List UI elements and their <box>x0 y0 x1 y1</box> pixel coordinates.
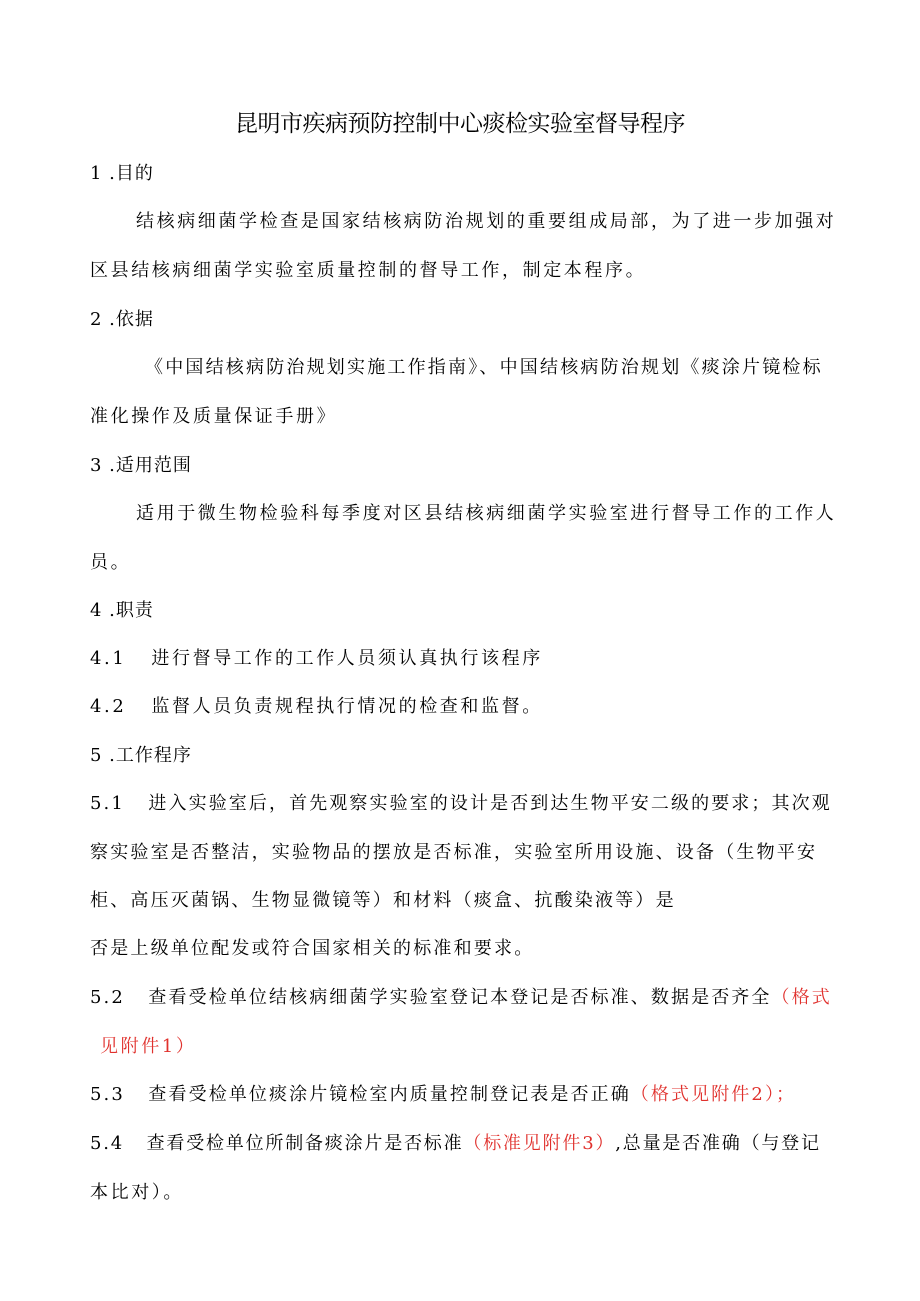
section-5-1-line-2: 察实验室是否整洁，实验物品的摆放是否标准，实验室所用设施、设备（生物平安 <box>90 842 818 863</box>
section-5-4-line-2: 本比对）。 <box>90 1182 184 1203</box>
section-5-4-text-2: ,总量是否准确（与登记 <box>615 1133 821 1154</box>
section-3-heading: 3 .适用范围 <box>90 455 192 476</box>
section-5-4-line-1 <box>90 1130 821 1158</box>
section-5-4-text-1: 5.4 查看受检单位所制备痰涂片是否标准 <box>90 1133 464 1154</box>
section-1-line-1: 结核病细菌学检查是国家结核病防治规划的重要组成局部，为了进一步加强对 <box>136 211 837 232</box>
section-5-4-annotation: （标准见附件3） <box>463 1133 616 1154</box>
section-5-3-line <box>90 1081 796 1109</box>
document-title: 昆明市疾病预防控制中心痰检实验室督导程序 <box>235 111 685 137</box>
section-1-heading: 1 .目的 <box>90 163 154 184</box>
section-2-line-2: 准化操作及质量保证手册》 <box>90 406 338 427</box>
section-5-3-text: 5.3 查看受检单位痰涂片镜检室内质量控制登记表是否正确 <box>90 1084 631 1105</box>
section-5-2-line-1 <box>90 984 832 1012</box>
section-5-2-text: 5.2 查看受检单位结核病细菌学实验室登记本登记是否标准、数据是否齐全 <box>90 987 772 1008</box>
section-5-1-line-1: 5.1 进入实验室后，首先观察实验室的设计是否到达生物平安二级的要求；其次观 <box>90 793 832 814</box>
section-5-3-annotation: （格式见附件2）； <box>630 1084 797 1105</box>
section-1-line-2: 区县结核病细菌学实验室质量控制的督导工作，制定本程序。 <box>90 260 647 281</box>
section-5-1-line-3: 柜、高压灭菌锅、生物显微镜等）和材料（痰盒、抗酸染液等）是 <box>90 890 676 911</box>
section-2-heading: 2 .依据 <box>90 309 154 330</box>
section-5-2-annotation-start: （格式 <box>771 987 832 1008</box>
section-5-2-annotation-end: 见附件1） <box>100 1036 197 1057</box>
section-4-heading: 4 .职责 <box>90 600 154 621</box>
section-4-item-1: 4.1 进行督导工作的工作人员须认真执行该程序 <box>90 648 543 669</box>
section-3-line-1: 适用于微生物检验科每季度对区县结核病细菌学实验室进行督导工作的工作人 <box>136 503 837 524</box>
section-3-line-2: 员。 <box>90 552 132 573</box>
section-2-line-1: 《中国结核病防治规划实施工作指南》、中国结核病防治规划《痰涂片镜检标 <box>145 357 823 378</box>
section-4-item-2: 4.2 监督人员负责规程执行情况的检查和监督。 <box>90 696 543 717</box>
section-5-1-line-4: 否是上级单位配发或符合国家相关的标准和要求。 <box>90 938 535 959</box>
section-5-heading: 5 .工作程序 <box>90 745 192 766</box>
